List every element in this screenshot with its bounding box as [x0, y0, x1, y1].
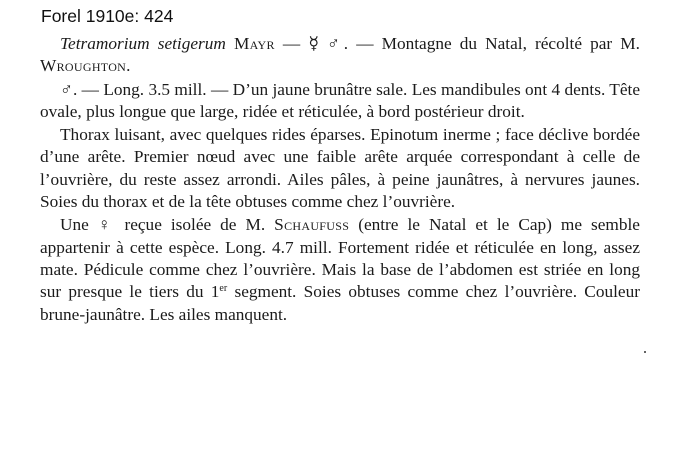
author-name: Mayr [234, 34, 275, 53]
paragraph-2 [40, 79, 640, 124]
paragraph-1-end: . [126, 56, 131, 76]
paragraph-4-end: segment. Soies obtuses comme chez l’ouvrière. Couleur brune-jaunâtre. Les ailes manquent. [40, 282, 640, 324]
thorax-description: Thorax luisant, avec quelques rides éparses. Epinotum inerme ; face déclive bordée d’une arête. Premier nœud avec une faible arête arquée correspondant à celle de l’ouvrière, du reste assez arrondi. Ailes pâles, à peine jaunâtres, à nervures jaunes. Soies du thorax et de la tête obtuses comme chez l’ouvrière. [40, 125, 640, 212]
female-symbol: ♀ [97, 215, 116, 235]
caste-symbols: ☿ ♂. [308, 34, 349, 53]
superscript-er: er [219, 283, 228, 295]
paragraph-4-mid1: reçue isolée de M. [115, 215, 275, 235]
collector-name: Wroughton [40, 56, 127, 76]
locality-text: — Montagne du Natal, récolté par M. [348, 34, 640, 53]
dash: — [274, 34, 309, 53]
paragraph-4-start: Une [60, 215, 98, 235]
body-text [40, 33, 640, 326]
paragraph-1 [40, 33, 640, 78]
male-symbol: ♂. [60, 79, 78, 99]
person-name: Schaufuss [274, 215, 350, 235]
paragraph-4 [40, 214, 640, 325]
paragraph-3 [40, 124, 640, 213]
species-name: Tetramorium setigerum [60, 34, 226, 53]
scan-speck [644, 351, 646, 353]
paragraph-4-mid2: (entre le Natal et le Cap) me semble appartenir à cette espèce. Long. 4.7 mill. Fortement ridée et réticulée en long, assez mate. Pédicule comme chez l’ouvrière. Mais la base de l’abdomen est striée en long sur presque le tiers du 1 [40, 215, 640, 302]
male-description: — Long. 3.5 mill. — D’un jaune brunâtre sale. Les mandibules ont 4 dents. Tête ovale, plus longue que large, ridée et réticulée, à bord postérieur droit. [40, 79, 641, 121]
citation-header: Forel 1910e: 424 [41, 6, 174, 26]
